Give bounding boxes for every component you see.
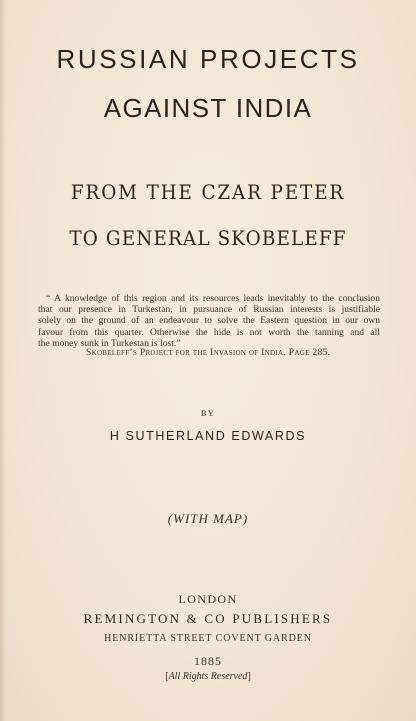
rights-bracket-close: ] <box>247 671 251 682</box>
imprint-city: LONDON <box>178 592 238 606</box>
imprint-address: HENRIETTA STREET COVENT GARDEN <box>104 633 312 644</box>
epigraph-line: the money sunk in Turkestan is lost.” <box>38 337 181 349</box>
epigraph-line: “ A knowledge of this region and its resources leads inevitably to the conclusion <box>46 293 380 304</box>
book-title-line-1: RUSSIAN PROJECTS <box>56 44 360 74</box>
book-title-line-2: AGAINST INDIA <box>103 93 313 123</box>
subtitle-line-2: TO GENERAL SKOBELEFF <box>69 226 347 250</box>
epigraph-line: favour from this quarter. Otherwise the hide is not worth the tanning and all <box>38 326 380 338</box>
epigraph-source: Skobeleff’s Project for the Invasion of India. Page 285. <box>86 347 331 358</box>
author-name: H SUTHERLAND EDWARDS <box>109 429 307 443</box>
epigraph-line: that our presence in Turkestan, in pursuance of Russian interests is justifiable <box>38 304 380 316</box>
imprint-year: 1885 <box>194 654 222 668</box>
rights-text: All Rights Reserved <box>168 671 248 682</box>
map-note: (WITH MAP) <box>167 511 249 526</box>
rights-bracket-open: [ <box>165 671 169 682</box>
imprint-publisher: REMINGTON & CO PUBLISHERS <box>83 611 333 626</box>
rights-notice <box>0 671 416 682</box>
subtitle-line-1: FROM THE CZAR PETER <box>70 180 346 204</box>
epigraph-line: solely on the ground of an endeavour to solve the Eastern question in our own <box>38 315 380 327</box>
epigraph-quote <box>38 293 380 349</box>
byline-by: BY <box>200 408 216 418</box>
